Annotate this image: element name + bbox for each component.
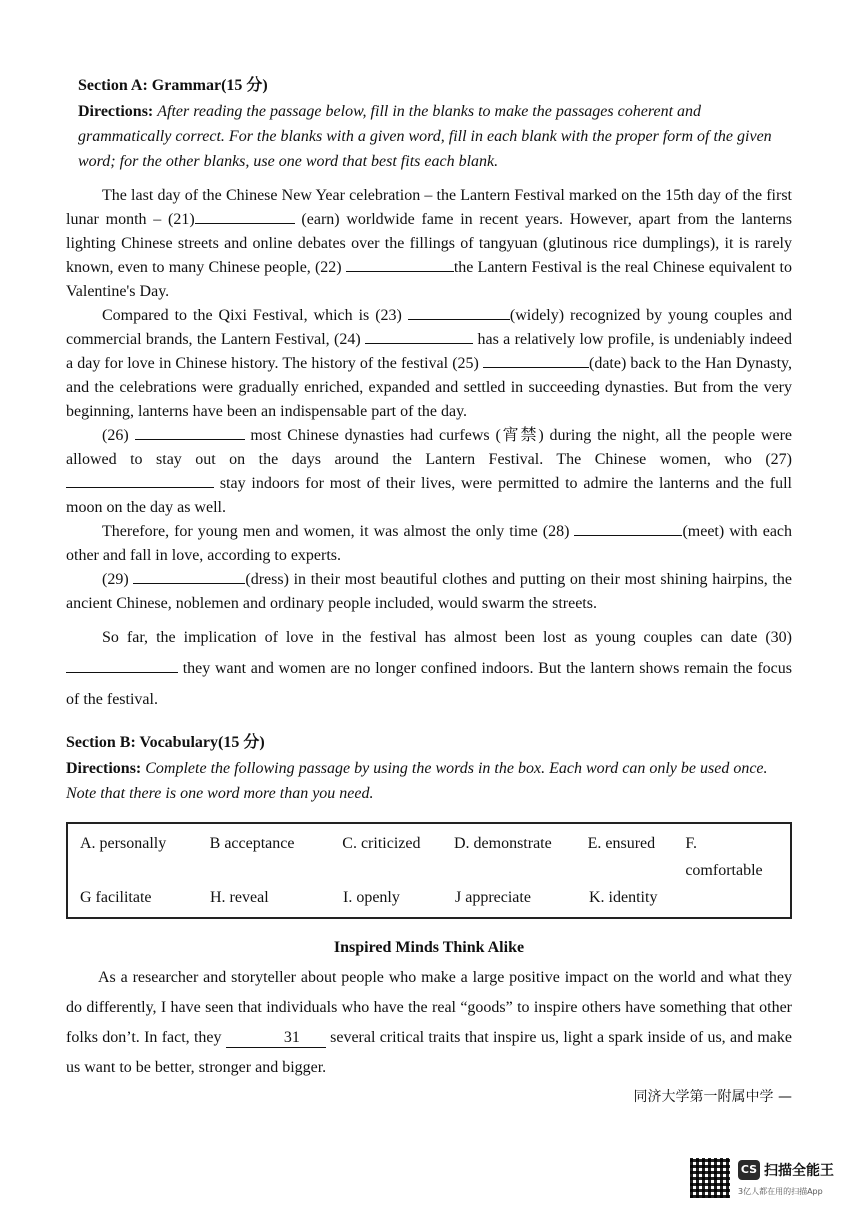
blank-28[interactable]	[574, 521, 682, 536]
blank-29[interactable]	[133, 569, 245, 584]
directions-label: Directions:	[78, 103, 154, 120]
word-option: J appreciate	[455, 889, 531, 906]
word-option: K. identity	[589, 889, 658, 906]
blank-26[interactable]	[135, 425, 245, 440]
word-option: H. reveal	[210, 889, 269, 906]
section-b-directions	[66, 756, 792, 806]
blank-30[interactable]	[66, 658, 178, 673]
grammar-paragraph-5: (29) (dress) in their most beautiful clothes and putting on their most shining hairpins, the ancient Chinese, noblemen and ordinary people included, would swarm the streets.	[66, 571, 793, 612]
vocabulary-paragraph-1: As a researcher and storyteller about people who make a large positive impact on the world and what they do differently, I have seen that individuals who have the real “goods” to inspire others have something that other folks don’t. In fact, they 31 several critical traits that inspire us, light a spark inside of us, and make us want to be better, stronger and bigger.	[66, 969, 793, 1076]
camscanner-tagline: 3亿人都在用的扫描App	[738, 1187, 823, 1196]
directions-text: Complete the following passage by using the words in the box. Each word can only be used once. Note that there is one word more than you need.	[66, 760, 768, 802]
word-option: G facilitate	[80, 889, 152, 906]
exam-page	[66, 72, 792, 1083]
grammar-paragraph-2: Compared to the Qixi Festival, which is (23) (widely) recognized by young couples and commercial brands, the Lantern Festival, (24) has a relatively low profile, is undeniably indeed a day for love in Chinese history. The history of the festival (25) (date) back to the Han Dynasty, and the celebrations were gradually enriched, expanded and settled in succeeding dynasties. But from the very beginning, lanterns have been an indispensable part of the day.	[66, 307, 793, 420]
passage-title: Inspired Minds Think Alike	[333, 939, 525, 956]
word-option: B acceptance	[209, 835, 295, 852]
word-option: F. comfortable	[685, 835, 763, 879]
blank-22[interactable]	[346, 257, 454, 272]
blank-21[interactable]	[195, 209, 295, 224]
word-option: E. ensured	[587, 835, 656, 852]
word-box-row	[80, 830, 778, 884]
blank-24[interactable]	[365, 329, 473, 344]
camscanner-logo: CS	[738, 1160, 760, 1180]
word-option: D. demonstrate	[453, 835, 552, 852]
grammar-paragraph-1: The last day of the Chinese New Year celebration – the Lantern Festival marked on the 15th day of the first lunar month – (21) (earn) worldwide fame in recent years. However, apart from the lanterns lighting Chinese streets and online debates over the fillings of tangyuan (glutinous rice dumplings), it is rarely known, even to many Chinese people, (22) the Lantern Festival is the real Chinese equivalent to Valentine's Day.	[66, 187, 793, 300]
word-box	[66, 822, 792, 919]
blank-25[interactable]	[483, 353, 589, 368]
word-option: I. openly	[343, 889, 400, 906]
camscanner-name: 扫描全能王	[764, 1163, 834, 1179]
directions-label: Directions:	[66, 760, 142, 777]
blank-23[interactable]	[408, 305, 510, 320]
grammar-paragraph-4: Therefore, for young men and women, it was almost the only time (28) (meet) with each other and fall in love, according to experts.	[66, 523, 793, 564]
section-a-title: Section A: Grammar(15 分)	[78, 77, 268, 94]
section-b-title: Section B: Vocabulary(15 分)	[66, 734, 265, 751]
qr-code-icon	[690, 1158, 730, 1198]
blank-31[interactable]: 31	[226, 1029, 326, 1048]
directions-text: After reading the passage below, fill in the blanks to make the passages coherent and grammatically correct. For the blanks with a given word, fill in each blank with the proper form of the given word; for the other blanks, use one word that best fits each blank.	[78, 103, 772, 170]
section-a-directions	[78, 99, 792, 174]
word-box-row	[80, 884, 778, 911]
word-option: A. personally	[80, 835, 167, 852]
grammar-paragraph-3: (26) most Chinese dynasties had curfews (宵禁) during the night, all the people were allowed to stay out on the days around the Lantern Festival. The Chinese women, who (27) stay indoors for most of their lives, were permitted to admire the lanterns and the full moon on the day as well.	[66, 427, 792, 516]
blank-27[interactable]	[66, 473, 214, 488]
grammar-paragraph-6: So far, the implication of love in the festival has almost been lost as young couples can date (30) they want and women are no longer confined indoors. But the lantern shows remain the focus of the festival.	[66, 629, 793, 708]
word-option: C. criticized	[342, 835, 421, 852]
page-footer: 同济大学第一附属中学 —	[633, 1089, 792, 1105]
